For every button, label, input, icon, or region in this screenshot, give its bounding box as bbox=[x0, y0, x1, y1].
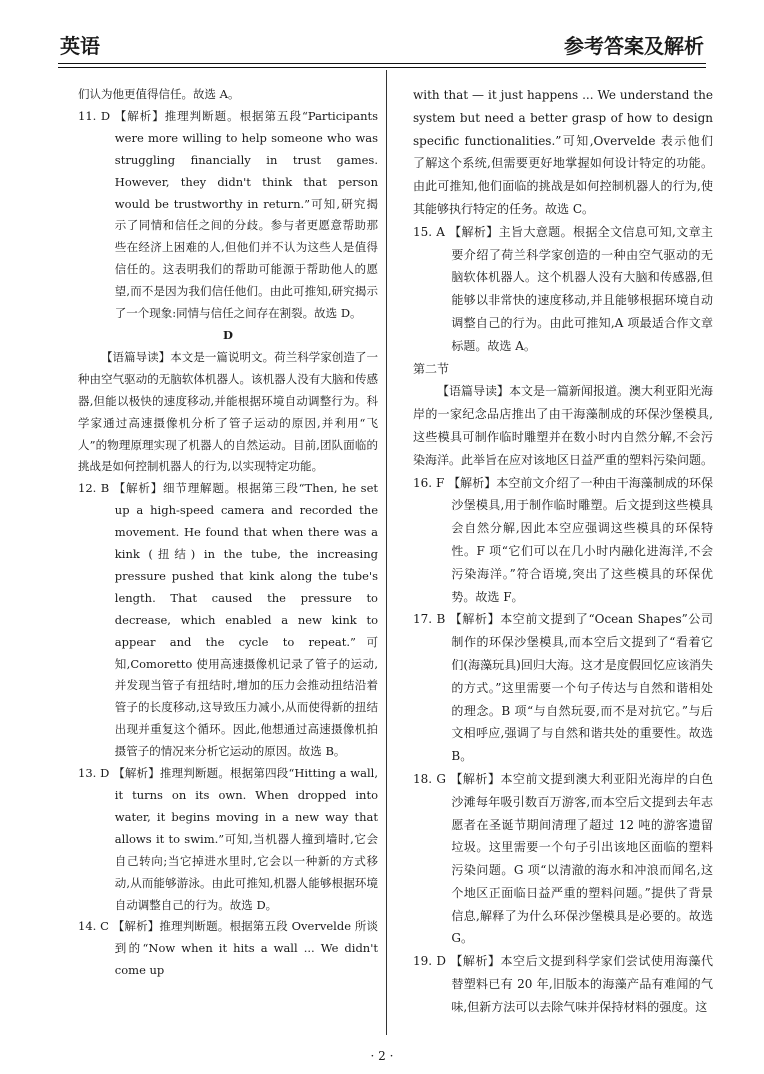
answer-item-14: 14. C 【解析】推理判断题。根据第五段 Overvelde 所谈到的“Now when it hits a wall ... We didn't come up bbox=[78, 919, 378, 978]
answer-item-18: 18. G 【解析】本空前文提到澳大利亚阳光海岸的白色沙滩每年吸引数百万游客,而本空后文提到去年志愿者在圣诞节期间清理了超过 12 吨的游客遗留垃圾。这里需要一个句子引出该地区面临的塑料污染问题。G 项“以清澈的海水和冲浪而闻名,这个地区正面临日益严重的塑料问题。”提供了背景信息,解释了为什么环保沙堡模具是必要的。故选 G。 bbox=[413, 771, 713, 946]
subject-title: 英语 bbox=[60, 34, 100, 58]
left-column bbox=[78, 84, 378, 982]
answer-item-12: 12. B 【解析】细节理解题。根据第三段“Then, he set up a high-speed camera and recorded the movement. He found that when there was a kink (扭结) in the tube, the increasing pressure pushed that kink along the tube's length. That caused the pressure to decrease, which enabled a new kink to appear and the cycle to repeat.”可知,Comoretto 使用高速摄像机记录了管子的运动,并发现当管子有扭结时,增加的压力会推动扭结沿着管子的长度移动,这导致压力减小,从而使得新的扭结出现并重复这个循环。因此,他想通过高速摄像机拍摄管子的情况来分析它运动的原因。故选 B。 bbox=[78, 481, 378, 759]
answer-item-19: 19. D 【解析】本空后文提到科学家们尝试使用海藻代替塑料已有 20 年,旧版本的海藻产品有难闻的气味,但新方法可以去除气味并保持材料的强度。这 bbox=[413, 954, 713, 1014]
answer-item-17: 17. B 【解析】本空前文提到了“Ocean Shapes”公司制作的环保沙堡模具,而本空后文提到了“看着它们(海藻玩具)回归大海。这才是度假回忆应该消失的方式。”这里需要一个句子传达与自然和谐相处的理念。B 项“与自然玩耍,而不是对抗它。”与后文相呼应,强调了与自然和谐共处的重要性。故选 B。 bbox=[413, 612, 713, 764]
left-text-continuation: 们认为他更值得信任。故选 A。 bbox=[78, 87, 240, 101]
passage-heading-d: D bbox=[223, 327, 233, 342]
right-text-continuation: with that — it just happens ... We understand the system but need a better grasp of how to design specific functionalities.”可知,Overvelde 表示他们了解这个系统,但需要更好地掌握如何设计特定的功能。由此可推知,他们面临的挑战是如何控制机器人的行为,使其能够执行特定的任务。故选 C。 bbox=[413, 88, 713, 216]
section-title: 参考答案及解析 bbox=[564, 34, 704, 58]
passage-guide-section-two: 【语篇导读】本文是一篇新闻报道。澳大利亚阳光海岸的一家纪念品店推出了由干海藻制成的环保沙堡模具,这些模具可制作临时雕塑并在数小时内自然分解,不会污染海洋。此举旨在应对该地区日益严重的塑料污染问题。 bbox=[413, 384, 714, 467]
column-divider bbox=[386, 70, 387, 1035]
page-header bbox=[58, 22, 706, 66]
answer-item-11: 11. D 【解析】推理判断题。根据第五段“Participants were more willing to help someone who was struggling financially in trust games. However, they didn't think that person would be trustworthy in return.”可知,研究揭示了同情和信任之间的分歧。参与者更愿意帮助那些在经济上困难的人,但他们并不认为这些人是值得信任的。这表明我们的帮助可能源于帮助他人的愿望,而不是因为我们信任他们。由此可推知,研究揭示了一个现象:同情与信任之间存在割裂。故选 D。 bbox=[78, 108, 378, 321]
page-number: · 2 · bbox=[370, 1049, 394, 1063]
header-rule-secondary bbox=[58, 67, 706, 68]
answer-item-13: 13. D 【解析】推理判断题。根据第四段“Hitting a wall, it turns on its own. When dropped into water, it begins moving in a new way that allows it to swim.”可知,当机器人撞到墙时,它会自己转向;当它掉进水里时,它会以一种新的方式移动,从而能够游泳。由此可推知,机器人能够根据环境自动调整自己的行为。故选 D。 bbox=[78, 766, 378, 912]
section-two-heading: 第二节 bbox=[413, 361, 450, 376]
answer-item-15: 15. A 【解析】主旨大意题。根据全文信息可知,文章主要介绍了荷兰科学家创造的一种由空气驱动的无脑软体机器人。这个机器人没有大脑和传感器,但能够以非常快的速度移动,并且能够根据环境自动调整自己的行为。由此可推知,A 项最适合作文章标题。故选 A。 bbox=[413, 224, 713, 353]
answer-item-16: 16. F 【解析】本空前文介绍了一种由干海藻制成的环保沙堡模具,用于制作临时雕塑。后文提到这些模具会自然分解,因此本空应强调这些模具的环保特性。F 项“它们可以在几小时内融化进海洋,不会污染海洋。”符合语境,突出了这些模具的环保优势。故选 F。 bbox=[413, 475, 713, 604]
header-rule bbox=[58, 63, 706, 64]
right-column bbox=[413, 84, 713, 1019]
passage-guide-d: 【语篇导读】本文是一篇说明文。荷兰科学家创造了一种由空气驱动的无脑软体机器人。该机器人没有大脑和传感器,但能以极快的速度移动,并能根据环境自动调整行为。科学家通过高速摄像机分析了管子运动的原因,并利用“飞人”的物理原理实现了机器人的自然运动。目前,团队面临的挑战是如何控制机器人的行为,以实现特定功能。 bbox=[78, 349, 378, 474]
